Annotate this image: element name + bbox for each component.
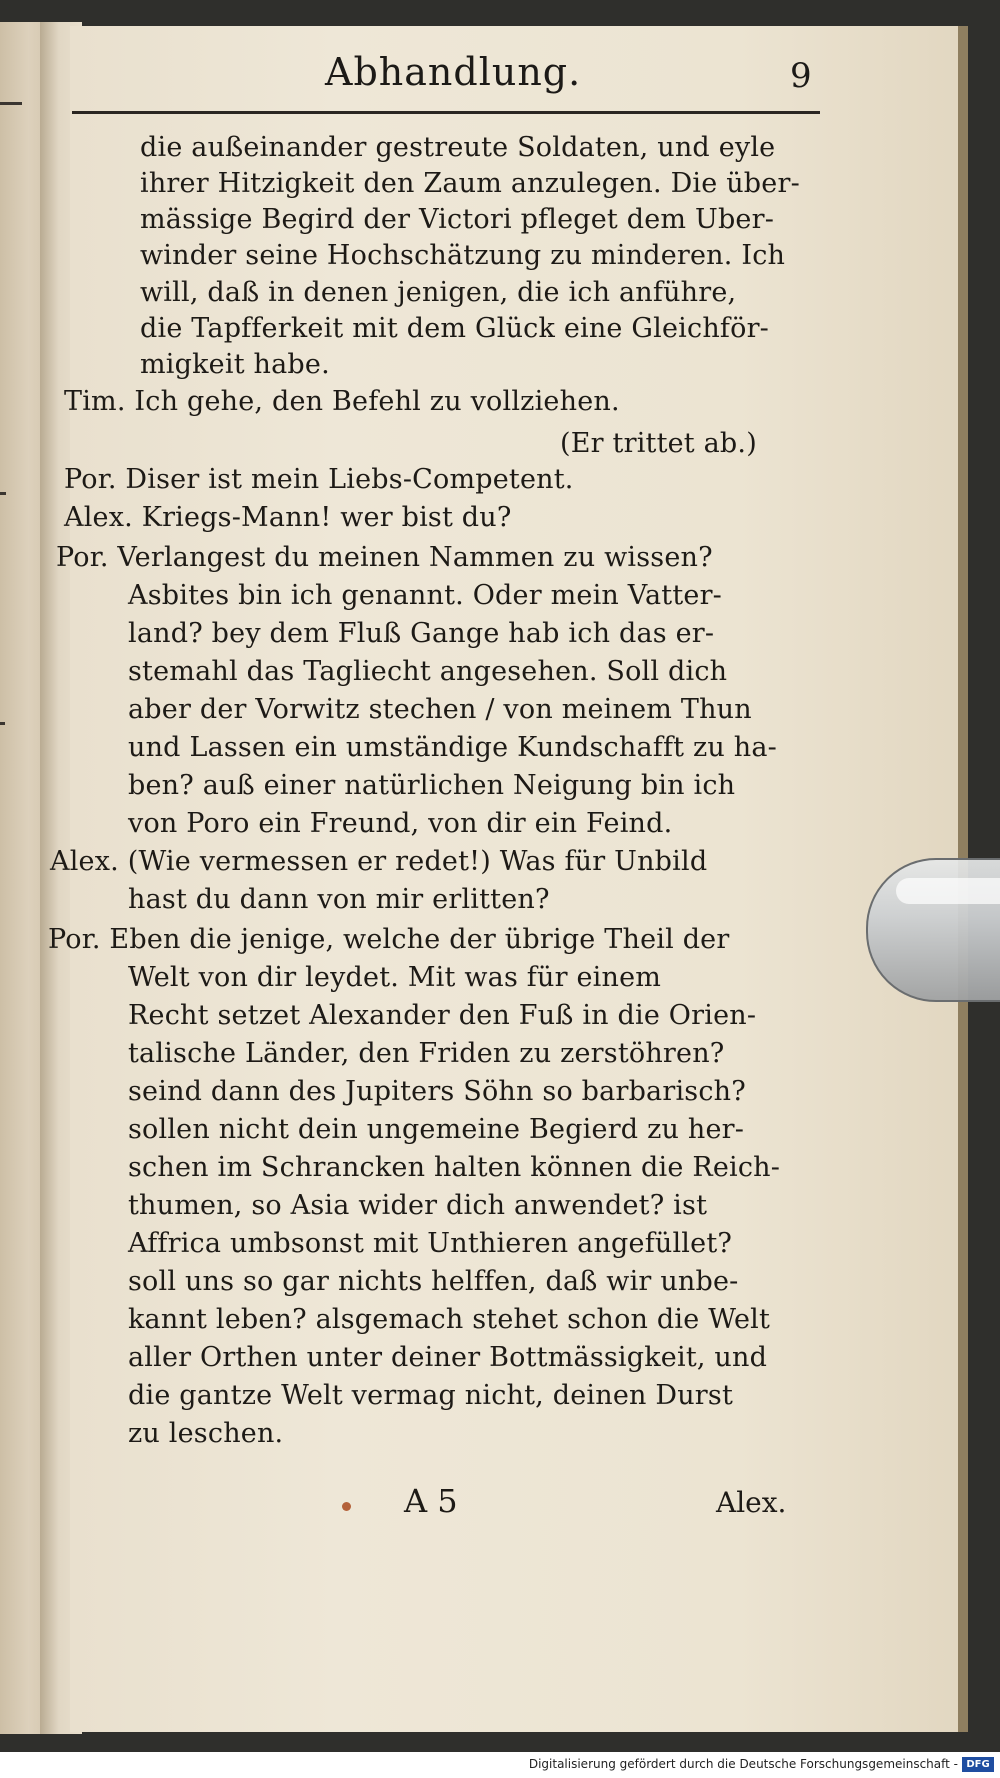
text-line: aber der Vorwitz stechen / von meinem Thun (128, 694, 752, 725)
running-head (250, 44, 810, 104)
speech-line: Por. Diser ist mein Liebs-Competent. (64, 464, 574, 495)
text-line: die gantze Welt vermag nicht, deinen Durst (128, 1380, 734, 1411)
text-line: sollen nicht dein ungemeine Begierd zu her- (128, 1114, 745, 1145)
text-line: die Tapfferkeit mit dem Glück eine Gleichför- (140, 313, 769, 344)
text-line: Affrica umbsonst mit Unthieren angefüllet? (128, 1228, 733, 1259)
text-line: von Poro ein Freund, von dir ein Feind. (128, 808, 673, 839)
speech-line: Por. Eben die jenige, welche der übrige Theil der (48, 924, 730, 955)
text-line: Recht setzet Alexander den Fuß in die Orien- (128, 1000, 757, 1031)
text-line: Asbites bin ich genannt. Oder mein Vatter- (128, 580, 723, 611)
text-line: und Lassen ein umständige Kundschafft zu ha- (128, 732, 777, 763)
text-line: zu leschen. (128, 1418, 284, 1449)
text-line: soll uns so gar nichts helffen, daß wir unbe- (128, 1266, 739, 1297)
text-line: seind dann des Jupiters Söhn so barbarisch? (128, 1076, 746, 1107)
page-clip-highlight (896, 878, 1000, 904)
speech-line: Tim. Ich gehe, den Befehl zu vollziehen. (64, 386, 620, 417)
text-line: thumen, so Asia wider dich anwendet? ist (128, 1190, 708, 1221)
dfg-logo: DFG (962, 1757, 994, 1772)
text-line: aller Orthen unter deiner Bottmässigkeit, und (128, 1342, 768, 1373)
text-line: die außeinander gestreute Soldaten, und eyle (140, 132, 776, 163)
text-line: will, daß in denen jenigen, die ich anführe, (140, 277, 737, 308)
text-line: Welt von dir leydet. Mit was für einem (128, 962, 662, 993)
funding-credit: Digitalisierung gefördert durch die Deutsche Forschungsgemeinschaft - (528, 1757, 958, 1771)
speech-line: Alex. (Wie vermessen er redet!) Was für Unbild (50, 846, 708, 877)
page-number: 9 (790, 56, 812, 96)
text-line: schen im Schrancken halten können die Reich- (128, 1152, 781, 1183)
text-line: hast du dann von mir erlitten? (128, 884, 550, 915)
text-line: talische Länder, den Friden zu zerstöhren? (128, 1038, 725, 1069)
ink-stain (342, 1502, 351, 1511)
text-line: kannt leben? alsgemach stehet schon die Welt (128, 1304, 771, 1335)
text-line: mässige Begird der Victori pfleget dem Uber- (140, 204, 775, 235)
text-line: ihrer Hitzigkeit den Zaum anzulegen. Die über- (140, 168, 800, 199)
speech-line: Por. Verlangest du meinen Nammen zu wissen? (56, 542, 713, 573)
catchword: Alex. (716, 1486, 787, 1519)
header-rule (72, 111, 820, 114)
signature-mark: A 5 (404, 1482, 458, 1520)
speech-line: Alex. Kriegs-Mann! wer bist du? (64, 502, 512, 533)
stage-direction: (Er trittet ab.) (560, 428, 757, 459)
text-line: migkeit habe. (140, 349, 330, 380)
text-line: stemahl das Tagliecht angesehen. Soll dich (128, 656, 728, 687)
text-line: land? bey dem Fluß Gange hab ich das er- (128, 618, 715, 649)
previous-page-ink-mark (0, 492, 6, 495)
running-title: Abhandlung. (325, 50, 582, 94)
text-line: winder seine Hochschätzung zu minderen. Ich (140, 240, 786, 271)
text-line: ben? auß einer natürlichen Neigung bin ich (128, 770, 736, 801)
previous-page-ink-mark (0, 722, 5, 725)
previous-page-ink-mark (0, 102, 22, 105)
